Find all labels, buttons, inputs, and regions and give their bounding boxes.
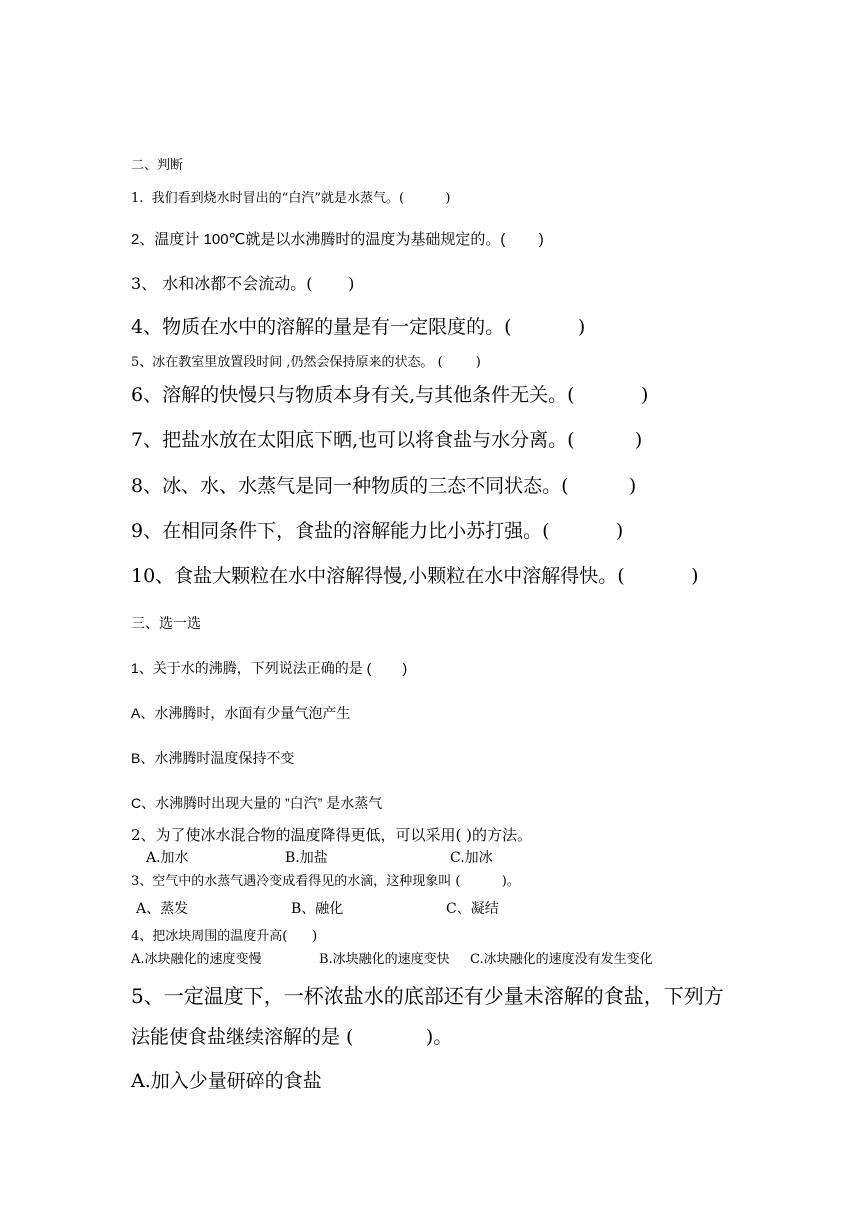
judge-item-2: 2、温度计 100℃就是以水沸腾时的温度为基础规定的。( ) [131, 231, 544, 248]
choose-q1-option-c: C、水沸腾时出现大量的 ”白汽” 是水蒸气 [131, 795, 383, 811]
choose-q1-option-b: B、水沸腾时温度保持不变 [131, 750, 295, 766]
choose-q5-option-a: A.加入少量研碎的食盐 [131, 1070, 322, 1092]
choose-q1-option-a: A、水沸腾时，水面有少量气泡产生 [131, 705, 351, 721]
choose-q3-option-c: C、凝结 [446, 901, 499, 917]
choose-q4-stem: 4、把冰块周围的温度升高( ) [131, 929, 318, 944]
choose-q4-option-c: C.冰块融化的速度没有发生变化 [470, 952, 653, 967]
judge-item-10: 10、食盐大颗粒在水中溶解得慢,小颗粒在水中溶解得快。( ) [131, 565, 699, 587]
choose-q5-stem-line1: 5、一定温度下，一杯浓盐水的底部还有少量未溶解的食盐，下列方 [131, 984, 724, 1008]
choose-q2-option-a: A.加水 [146, 850, 189, 866]
judge-item-8: 8、冰、水、水蒸气是同一种物质的三态不同状态。( ) [131, 475, 637, 497]
judge-item-3: 3、 水和冰都不会流动。( ) [131, 274, 355, 293]
choose-q2-option-b: B.加盐 [285, 850, 328, 866]
judge-item-6: 6、溶解的快慢只与物质本身有关,与其他条件无关。( ) [131, 384, 649, 406]
judge-item-5: 5、冰在教室里放置段时间 ,仍然会保持原来的状态。 ( ) [131, 355, 481, 370]
choose-q4-option-b: B.冰块融化的速度变快 [319, 952, 450, 967]
choose-q5-stem-line2: 法能使食盐继续溶解的是 ( )。 [131, 1026, 453, 1048]
judge-item-4: 4、物质在水中的溶解的量是有一定限度的。( ) [131, 316, 586, 338]
judge-item-7: 7、把盐水放在太阳底下晒,也可以将食盐与水分离。( ) [131, 429, 643, 451]
choose-q2-option-c: C.加冰 [450, 850, 493, 866]
choose-q4-option-a: A.冰块融化的速度变慢 [131, 952, 262, 967]
section-heading-judge: 二、判断 [131, 158, 184, 173]
judge-item-1: 1. 我们看到烧水时冒出的“白汽”就是水蒸气。( ) [131, 191, 451, 206]
choose-q3-stem: 3、空气中的水蒸气遇冷变成看得见的水滴，这种现象叫 ( )。 [131, 874, 520, 889]
judge-item-9: 9、在相同条件下，食盐的溶解能力比小苏打强。( ) [131, 520, 624, 542]
choose-q3-option-b: B、融化 [291, 901, 344, 917]
choose-q2-stem: 2、为了使冰水混合物的温度降得更低，可以采用( )的方法。 [131, 826, 533, 844]
choose-q1-stem: 1、关于水的沸腾，下列说法正确的是 ( ) [131, 660, 408, 676]
section-heading-choose: 三、选一选 [131, 615, 201, 631]
choose-q3-option-a: A、蒸发 [136, 901, 189, 917]
